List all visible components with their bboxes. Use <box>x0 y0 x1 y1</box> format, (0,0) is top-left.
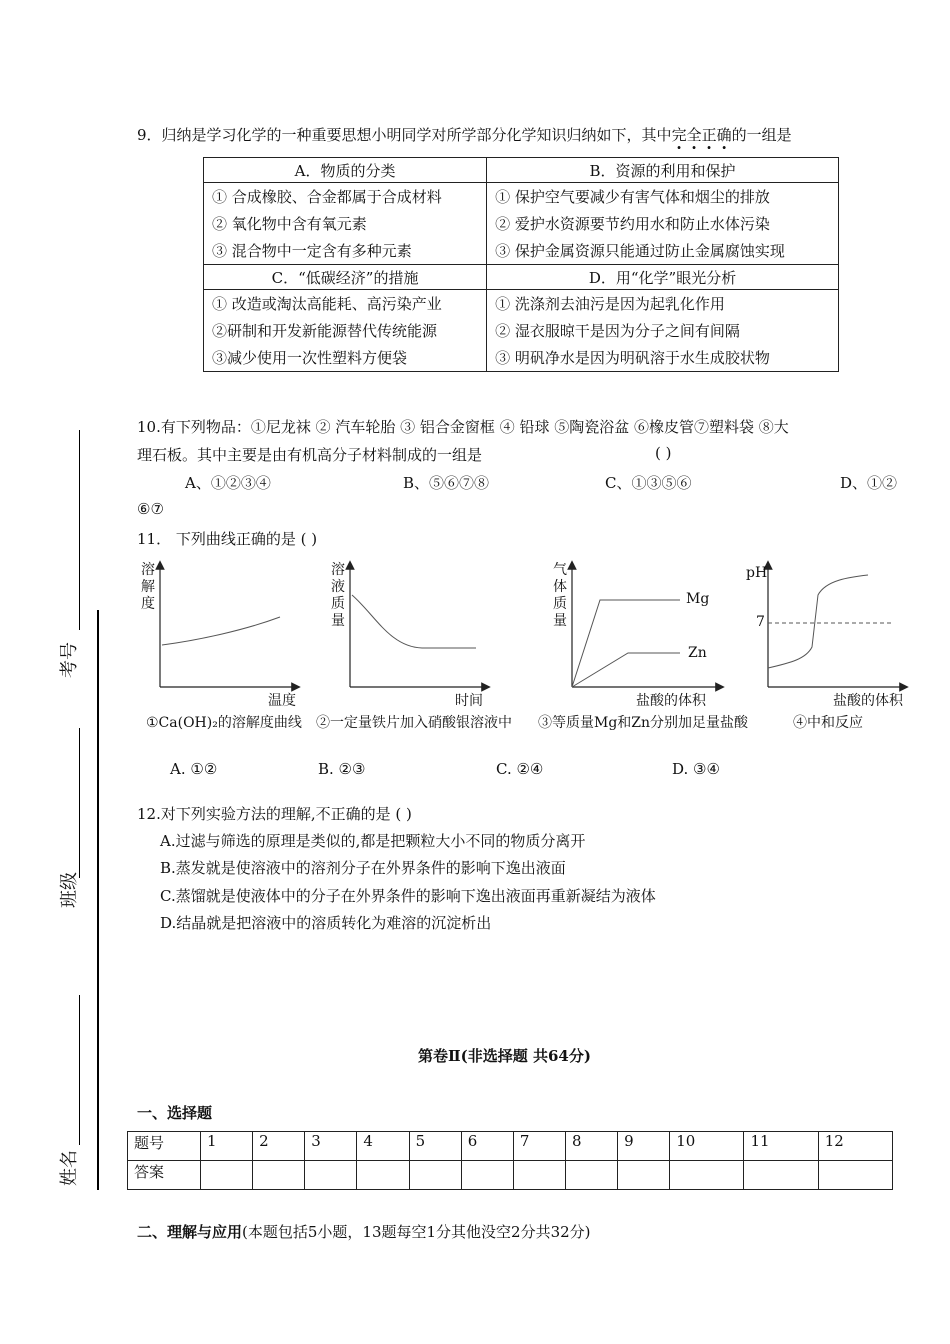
q12-stem: 12.对下列实验方法的理解,不正确的是 ( ) <box>137 805 412 823</box>
answer-cell[interactable] <box>305 1161 357 1190</box>
q12-option-a: A.过滤与筛选的原理是类似的,都是把颗粒大小不同的物质分离开 <box>160 832 586 850</box>
q9-d-item: ② 湿衣服晾干是因为分子之间有间隔 <box>487 317 839 344</box>
q10-option-d: D、①② <box>840 474 898 492</box>
graph1 <box>160 565 296 687</box>
graph3-series-zn: Zn <box>688 645 707 661</box>
answer-table-number: 4 <box>357 1132 409 1161</box>
q9-d-item: ① 洗涤剂去油污是因为起乳化作用 <box>487 290 839 318</box>
graph2-xlabel: 时间 <box>455 693 483 709</box>
q10-stem-line2: 理石板。其中主要是由有机高分子材料制成的一组是 <box>137 446 483 464</box>
q11-option-d: D. ③④ <box>672 760 720 778</box>
answer-table-number: 2 <box>253 1132 305 1161</box>
q10-option-c: C、①③⑤⑥ <box>605 474 692 492</box>
side-binding-line <box>97 610 99 1190</box>
emphasis-char: 确 <box>716 126 732 144</box>
answer-cell[interactable] <box>618 1161 670 1190</box>
answer-table-number: 8 <box>565 1132 617 1161</box>
graph1-xlabel: 温度 <box>268 693 296 709</box>
emphasis-char: 全 <box>686 126 702 144</box>
graph3 <box>572 565 720 687</box>
q10-stem-line1: 10.有下列物品：①尼龙袜 ② 汽车轮胎 ③ 铝合金窗框 ④ 铅球 ⑤陶瓷浴盆 ⑥橡皮管⑦塑料袋 ⑧大 <box>137 418 789 436</box>
q9-b-item: ① 保护空气要减少有害气体和烟尘的排放 <box>487 183 839 211</box>
graph4-curve <box>768 575 868 668</box>
graph4-ytick: 7 <box>756 614 765 630</box>
q9-a-item: ① 合成橡胶、合金都属于合成材料 <box>204 183 487 211</box>
graph4 <box>768 565 904 687</box>
graph3-zn-line <box>572 653 680 687</box>
section2-title: 二、理解与应用(本题包括5小题，13题每空1分其他没空2分共32分) <box>137 1223 591 1241</box>
answer-table-number: 10 <box>670 1132 744 1161</box>
graph4-xlabel: 盐酸的体积 <box>833 693 903 709</box>
graph2-caption: ②一定量铁片加入硝酸银溶液中 <box>316 715 512 731</box>
answer-table-number: 3 <box>305 1132 357 1161</box>
answer-table-row1-label: 题号 <box>128 1132 201 1161</box>
q9-b-head: B．资源的利用和保护 <box>487 158 839 183</box>
q9-d-item: ③ 明矾净水是因为明矾溶于水生成胶状物 <box>487 344 839 372</box>
answer-cell[interactable] <box>201 1161 253 1190</box>
q10-option-d-cont: ⑥⑦ <box>137 500 164 518</box>
answer-cell[interactable] <box>357 1161 409 1190</box>
q9-c-item: ③减少使用一次性塑料方便袋 <box>204 344 487 372</box>
q11-option-c: C. ②④ <box>496 760 544 778</box>
answer-table-number: 12 <box>818 1132 892 1161</box>
answer-table-number: 5 <box>409 1132 461 1161</box>
answer-cell[interactable] <box>409 1161 461 1190</box>
answer-table-number: 6 <box>461 1132 513 1161</box>
q9-a-item: ② 氧化物中含有氧元素 <box>204 210 487 237</box>
graph2-curve <box>352 595 476 648</box>
section1-title: 一、选择题 <box>137 1104 213 1122</box>
graph1-caption: ①Ca(OH)₂的溶解度曲线 <box>146 715 302 731</box>
q10-option-a: A、①②③④ <box>185 474 271 492</box>
answer-table-number: 7 <box>513 1132 565 1161</box>
answer-cell[interactable] <box>818 1161 892 1190</box>
graph1-curve <box>162 617 280 645</box>
side-label-banji: 班级 <box>59 872 80 908</box>
q9-d-head: D．用“化学”眼光分析 <box>487 265 839 290</box>
graph3-xlabel: 盐酸的体积 <box>636 693 706 709</box>
side-line-xingming <box>79 995 80 1145</box>
graph2-ylabel: 溶 液 质 量 <box>331 562 345 629</box>
graph1-ylabel: 溶 解 度 <box>141 562 155 612</box>
emphasis-char: 正 <box>701 126 717 144</box>
q12-option-b: B.蒸发就是使溶液中的溶剂分子在外界条件的影响下逸出液面 <box>160 859 566 877</box>
answer-cell[interactable] <box>565 1161 617 1190</box>
q9-stem: 9．归纳是学习化学的一种重要思想小明同学对所学部分化学知识归纳如下，其中完全正确的一组是 <box>137 126 792 144</box>
q11-option-a: A. ①② <box>170 760 218 778</box>
q11-option-b: B. ②③ <box>318 760 366 778</box>
graph3-series-mg: Mg <box>686 591 710 607</box>
side-label-xingming: 姓名 <box>59 1150 80 1186</box>
answer-table <box>127 1131 893 1190</box>
answer-table-number: 11 <box>744 1132 818 1161</box>
q9-emphasis <box>672 126 732 144</box>
q9-b-item: ③ 保护金属资源只能通过防止金属腐蚀实现 <box>487 237 839 265</box>
q9-c-item: ① 改造或淘汰高能耗、高污染产业 <box>204 290 487 318</box>
q9-a-item: ③ 混合物中一定含有多种元素 <box>204 237 487 265</box>
q9-c-head: C．“低碳经济”的措施 <box>204 265 487 290</box>
graph4-ylabel: pH <box>746 565 768 581</box>
answer-table-number: 9 <box>618 1132 670 1161</box>
side-label-kaohao: 考号 <box>59 642 80 678</box>
answer-table-number: 1 <box>201 1132 253 1161</box>
graph3-mg-line <box>572 600 680 687</box>
answer-cell[interactable] <box>253 1161 305 1190</box>
graph2 <box>350 565 486 687</box>
answer-cell[interactable] <box>513 1161 565 1190</box>
graph4-caption: ④中和反应 <box>793 715 863 731</box>
q12-option-c: C.蒸馏就是使液体中的分子在外界条件的影响下逸出液面再重新凝结为液体 <box>160 887 656 905</box>
graph3-caption: ③等质量Mg和Zn分别加足量盐酸 <box>538 715 749 731</box>
emphasis-char: 完 <box>671 126 687 144</box>
q9-a-head: A．物质的分类 <box>204 158 487 183</box>
q10-answer-paren: ( ) <box>655 444 672 462</box>
q9-c-item: ②研制和开发新能源替代传统能源 <box>204 317 487 344</box>
q11-stem: 11． 下列曲线正确的是 ( ) <box>137 530 318 548</box>
q9-b-item: ② 爱护水资源要节约用水和防止水体污染 <box>487 210 839 237</box>
answer-cell[interactable] <box>744 1161 818 1190</box>
q10-option-b: B、⑤⑥⑦⑧ <box>403 474 490 492</box>
q12-option-d: D.结晶就是把溶液中的溶质转化为难溶的沉淀析出 <box>160 914 492 932</box>
answer-cell[interactable] <box>461 1161 513 1190</box>
answer-cell[interactable] <box>670 1161 744 1190</box>
q9-summary-table <box>203 157 839 372</box>
graph3-ylabel: 气 体 质 量 <box>553 562 567 629</box>
part2-title: 第卷Ⅱ(非选择题 共64分) <box>418 1047 591 1065</box>
side-line-kaohao <box>79 430 80 630</box>
side-line-banji <box>79 728 80 878</box>
answer-table-row2-label: 答案 <box>128 1161 201 1190</box>
